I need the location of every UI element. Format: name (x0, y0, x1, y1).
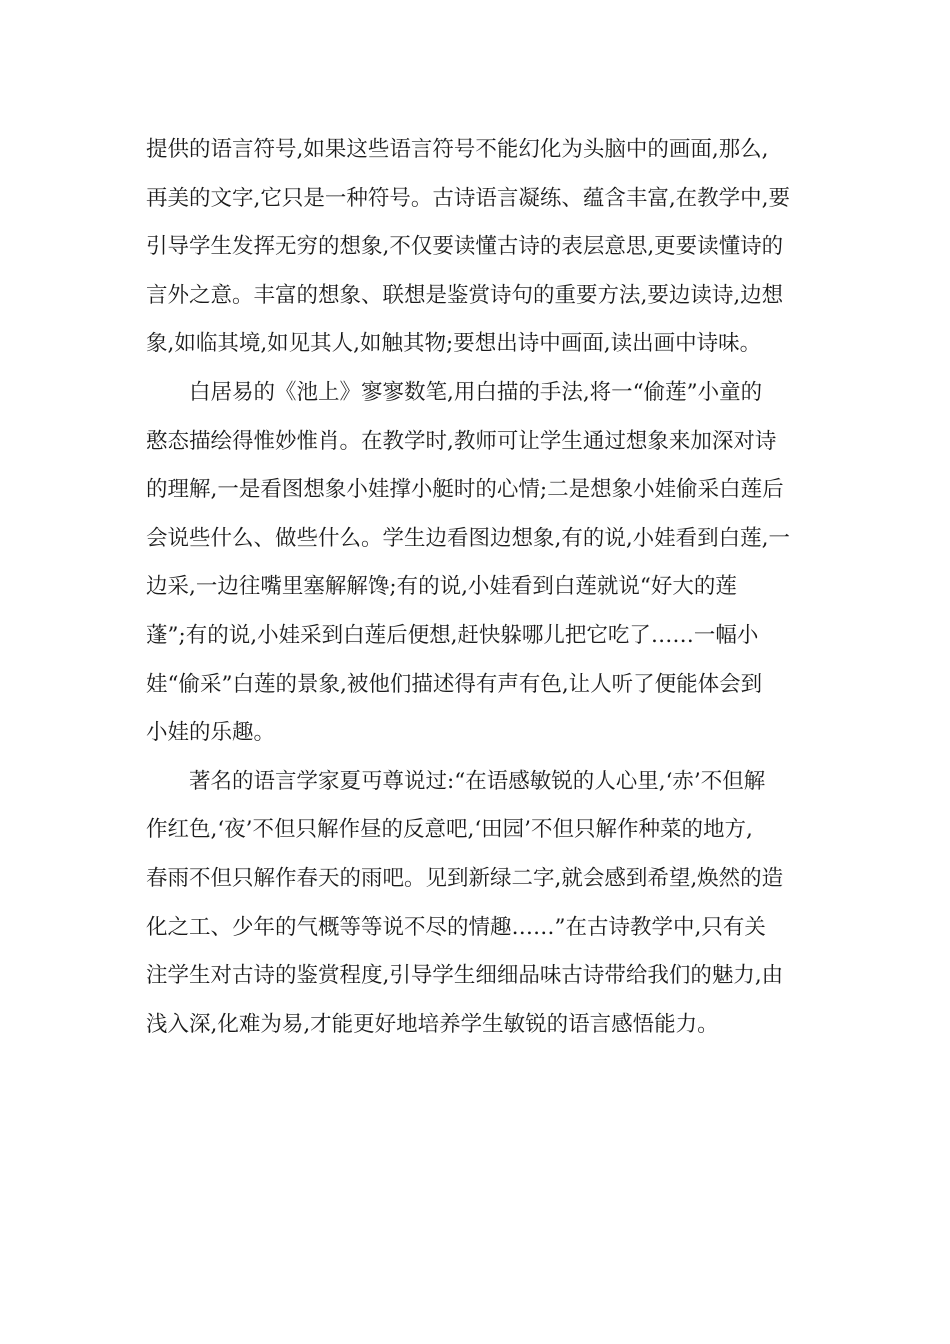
text-line: 言外之意。丰富的想象、联想是鉴赏诗句的重要方法,要边读诗,边想 (146, 282, 784, 308)
text-line: 浅入深,化难为易,才能更好地培养学生敏锐的语言感悟能力。 (146, 1011, 719, 1037)
text-line: 小娃的乐趣。 (146, 720, 276, 746)
text-line: 引导学生发挥无穷的想象,不仅要读懂古诗的表层意思,更要读懂诗的 (146, 234, 784, 260)
text-line: 边采,一边往嘴里塞解解馋;有的说,小娃看到白莲就说“好大的莲 (146, 574, 737, 600)
text-line: 象,如临其境,如见其人,如触其物;要想出诗中画面,读出画中诗味。 (146, 331, 762, 357)
text-line: 提供的语言符号,如果这些语言符号不能幻化为头脑中的画面,那么, (146, 137, 769, 162)
text-line: 白居易的《池上》寥寥数笔,用白描的手法,将一“偷莲”小童的 (146, 379, 763, 405)
paragraph-3 (146, 758, 810, 1050)
paragraph-1 (146, 126, 810, 369)
text-line: 作红色,‘夜’不但只解作昼的反意吧,‘田园’不但只解作种菜的地方, (146, 817, 753, 843)
text-line: 蓬”;有的说,小娃采到白莲后便想,赶快躲哪儿把它吃了……一幅小 (146, 622, 759, 648)
text-line: 春雨不但只解作春天的雨吧。见到新绿二字,就会感到希望,焕然的造 (146, 865, 784, 891)
text-line: 会说些什么、做些什么。学生边看图边想象,有的说,小娃看到白莲,一 (146, 525, 791, 551)
text-line: 化之工、少年的气概等等说不尽的情趣……”在古诗教学中,只有关 (146, 914, 766, 940)
text-line: 憨态描绘得惟妙惟肖。在教学时,教师可让学生通过想象来加深对诗 (146, 428, 777, 454)
text-line: 注学生对古诗的鉴赏程度,引导学生细细品味古诗带给我们的魅力,由 (146, 963, 784, 989)
text-line: 再美的文字,它只是一种符号。古诗语言凝练、蕴含丰富,在教学中,要 (146, 185, 791, 211)
body-text (146, 126, 810, 1049)
text-line: 著名的语言学家夏丏尊说过:“在语感敏锐的人心里,‘赤’不但解 (146, 768, 766, 794)
text-line: 娃“偷采”白莲的景象,被他们描述得有声有色,让人听了便能体会到 (146, 671, 763, 697)
text-line: 的理解,一是看图想象小娃撑小艇时的心情;二是想象小娃偷采白莲后 (146, 477, 784, 503)
paragraph-2 (146, 369, 810, 758)
